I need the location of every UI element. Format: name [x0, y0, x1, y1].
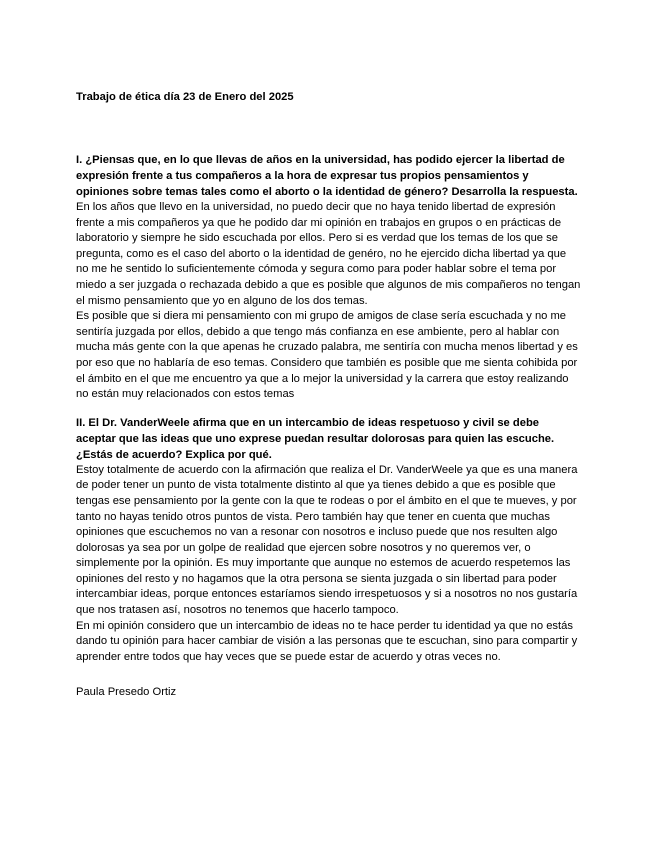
answer-1-paragraph-2: Es posible que si diera mi pensamiento con mi grupo de amigos de clase sería escuchada y no me sentiría juzgada por ellos, debido a que tengo más confianza en ese ambiente, pero al hablar con mucha más gente con la que apenas he cruzado palabra, me sentiría con mucha menos libertad y es por eso que no hablaría de eso temas. Considero que también es posible que me sienta cohibida por el ámbito en el que me encuentro ya que a lo mejor la universidad y la carrera que estoy realizando no están muy relacionados con estos temas: [76, 310, 578, 401]
author-signature: Paula Presedo Ortiz: [76, 686, 177, 699]
question-2-heading: II. El Dr. VanderWeele afirma que en un intercambio de ideas respetuoso y civil se debe aceptar que las ideas que uno exprese puedan resultar dolorosas para quien las escuche. ¿Estás de acuerdo? Explica por qué.: [76, 416, 555, 461]
document-page: [76, 90, 581, 712]
question-1-heading: I. ¿Piensas que, en lo que llevas de años en la universidad, has podido ejercer la libertad de expresión frente a tus compañeros a la hora de expresar tus propios pensamientos y opiniones sobre temas tales como el aborto o la identidad de género? Desarrolla la respuesta.: [76, 154, 578, 198]
document-title: Trabajo de ética día 23 de Enero del 2025: [76, 91, 294, 103]
answer-2-paragraph-1: Estoy totalmente de acuerdo con la afirmación que realiza el Dr. VanderWeele ya que es una manera de poder tener un punto de vista totalmente distinto al que ya tienes debido a que es posible que tengas ese pensamiento por la gente con la que te rodeas o por el ámbito en el que te mueves, y por tanto no hayas tenido otros puntos de vista. Pero también hay que tener en cuenta que muchas opiniones que escuchemos no van a resonar con nosotros e incluso puede que nos resulten algo dolorosas ya sea por un golpe de realidad que ejercen sobre nosotros y no queremos ver, o simplemente por la opinión. Es muy importante que aunque no estemos de acuerdo respetemos las opiniones del resto y no hagamos que la otra persona se sienta juzgada o sin libertad para poder intercambiar ideas, porque entonces estaríamos siendo irrespetuosos y si a nosotros no nos gustaría que nos tratasen así, nosotros no tenemos que hacerlo tampoco.: [76, 463, 578, 617]
answer-2-paragraph-2: En mi opinión considero que un intercambio de ideas no te hace perder tu identidad ya que no estás dando tu opinión para hacer cambiar de visión a las personas que te escuchan, sino para compartir y aprender entre todos que hay veces que se puede estar de acuerdo y otras veces no.: [76, 619, 578, 663]
section-question-1: [76, 152, 581, 403]
answer-1-paragraph-1: En los años que llevo en la universidad, no puedo decir que no haya tenido libertad de expresión frente a mis compañeros ya que he podido dar mi opinión en trabajos en grupos o en prácticas de laboratorio y siempre he sido escuchada por ellos. Pero si es verdad que los temas de los que se pregunta, como es el caso del aborto o la identidad de genéro, no he ejercido dicha libertad ya que no me he sentido lo suficientemente cómoda y segura como para poder hablar sobre el tema por miedo a ser juzgada o rechazada debido a que es posible que algunos de mis compañeros no tengan el mismo pensamiento que yo en alguno de los dos temas.: [76, 201, 581, 307]
section-question-2: [76, 415, 581, 666]
